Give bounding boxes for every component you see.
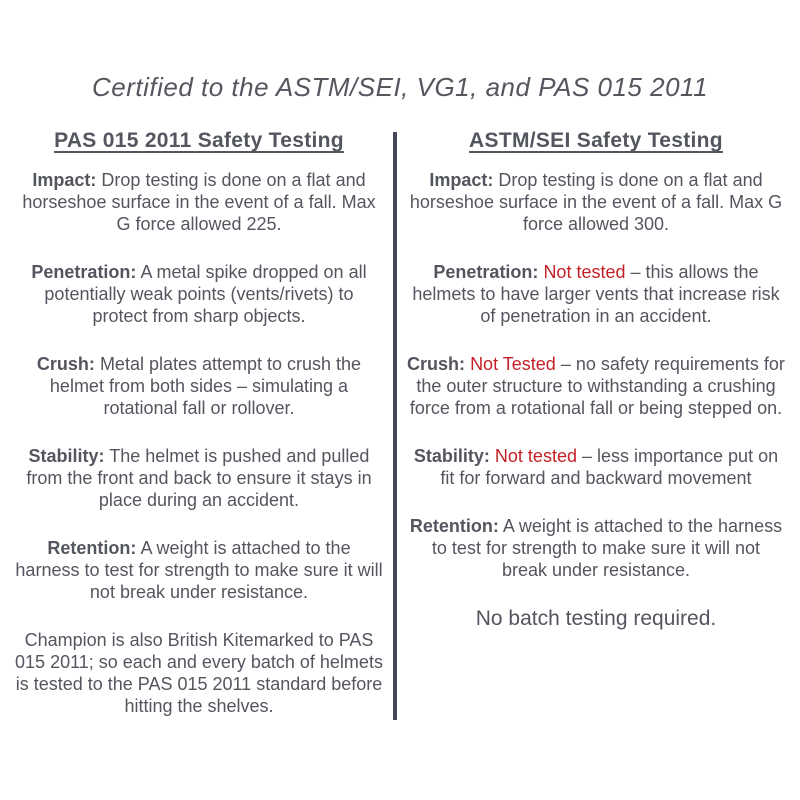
column-divider xyxy=(393,132,397,720)
astm-crush-text: – no safety requirements for the outer structure to withstanding a crushing force from a rotational fall or being stepped on. xyxy=(409,354,785,418)
pas-kitemark-paragraph xyxy=(15,629,383,717)
astm-crush-red-text: Not Tested xyxy=(470,354,556,374)
astm-impact-paragraph xyxy=(407,169,785,235)
astm-retention-text: A weight is attached to the harness to test for strength to make sure it will not break under resistance. xyxy=(431,516,783,580)
pas-penetration-label: Penetration: xyxy=(31,262,137,282)
pas-impact-paragraph xyxy=(15,169,383,235)
pas-retention-paragraph xyxy=(15,537,383,603)
astm-stability-red-text: Not tested xyxy=(494,446,577,466)
pas-impact-text: Drop testing is done on a flat and horseshoe surface in the event of a fall. Max G force allowed 225. xyxy=(22,170,376,234)
pas-retention-text: A weight is attached to the harness to test for strength to make sure it will not break under resistance. xyxy=(15,538,383,602)
pas-stability-label: Stability: xyxy=(28,446,105,466)
pas-kitemark-text: Champion is also British Kitemarked to PAS 015 2011; so each and every batch of helmets is tested to the PAS 015 2011 standard before hitting the shelves. xyxy=(15,630,383,716)
astm-stability-label: Stability: xyxy=(413,446,490,466)
astm-column xyxy=(407,129,785,743)
certification-title: Certified to the ASTM/SEI, VG1, and PAS 015 2011 xyxy=(91,72,709,102)
pas-column xyxy=(15,129,383,743)
comparison-columns xyxy=(0,129,800,743)
astm-retention-label: Retention: xyxy=(409,516,499,536)
pas-impact-label: Impact: xyxy=(32,170,97,190)
pas-crush-label: Crush: xyxy=(36,354,95,374)
astm-penetration-red-text: Not tested xyxy=(543,262,626,282)
astm-impact-label: Impact: xyxy=(429,170,494,190)
pas-retention-label: Retention: xyxy=(47,538,137,558)
astm-penetration-paragraph xyxy=(407,261,785,327)
astm-penetration-label: Penetration: xyxy=(433,262,539,282)
astm-impact-text: Drop testing is done on a flat and horseshoe surface in the event of a fall. Max G force allowed 300. xyxy=(409,170,783,234)
astm-crush-paragraph xyxy=(407,353,785,419)
astm-retention-paragraph xyxy=(407,515,785,581)
pas-stability-paragraph xyxy=(15,445,383,511)
pas-crush-text: Metal plates attempt to crush the helmet from both sides – simulating a rotational fall or rollover. xyxy=(49,354,362,418)
astm-column-header: ASTM/SEI Safety Testing xyxy=(469,129,723,152)
astm-batch-testing-note: No batch testing required. xyxy=(475,607,717,630)
astm-penetration-text: – this allows the helmets to have larger vents that increase risk of penetration in an accident. xyxy=(412,262,780,326)
pas-penetration-text: A metal spike dropped on all potentially weak points (vents/rivets) to protect from sharp objects. xyxy=(44,262,367,326)
pas-crush-paragraph xyxy=(15,353,383,419)
astm-crush-label: Crush: xyxy=(407,354,466,374)
astm-stability-paragraph xyxy=(407,445,785,489)
astm-stability-text: – less importance put on fit for forward and backward movement xyxy=(440,446,779,488)
pas-penetration-paragraph xyxy=(15,261,383,327)
pas-column-header: PAS 015 2011 Safety Testing xyxy=(54,129,344,152)
pas-stability-text: The helmet is pushed and pulled from the front and back to ensure it stays in place during an accident. xyxy=(26,446,372,510)
